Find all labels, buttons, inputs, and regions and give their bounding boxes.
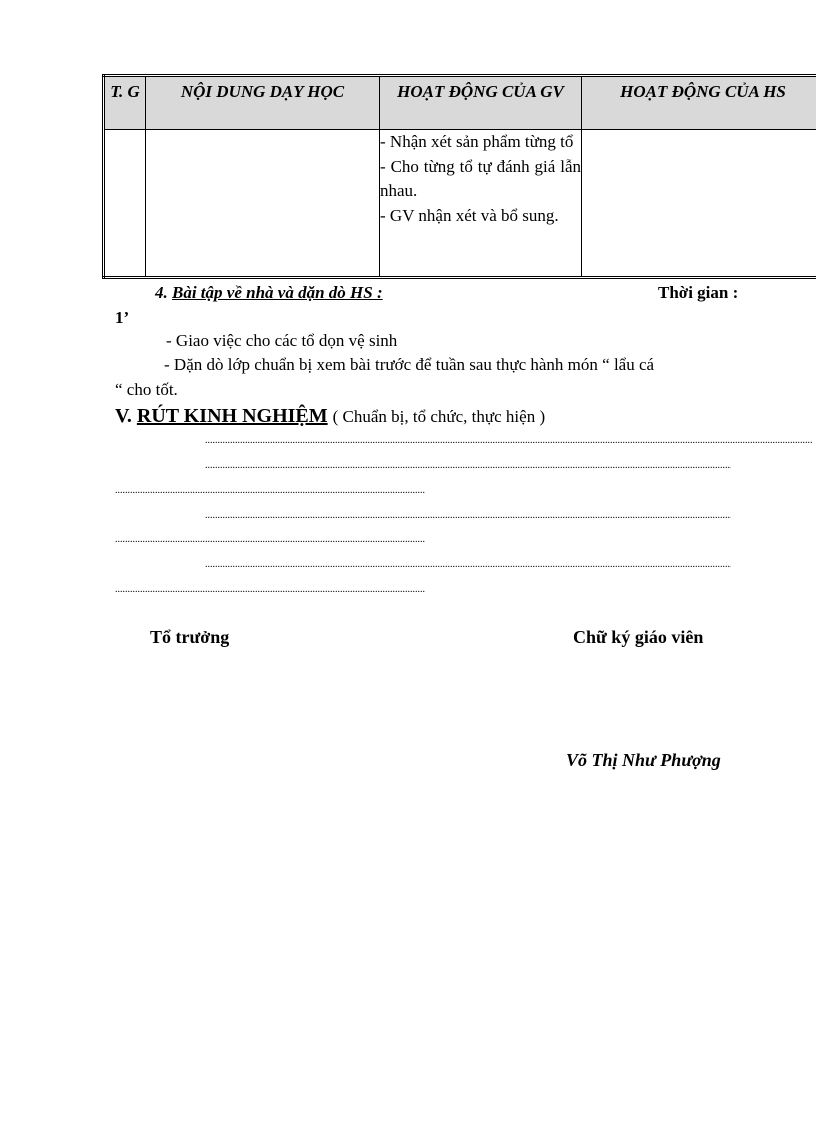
homework-item-2: - Dặn dò lớp chuẩn bị xem bài trước để tuần sau thực hành món “ lẩu cá <box>164 355 655 374</box>
gv-line: - Cho từng tổ tự đánh giá lẫn nhau. <box>380 156 581 200</box>
homework-heading: Bài tập về nhà và dặn dò HS : <box>172 283 383 302</box>
section-v-title: RÚT KINH NGHIỆM <box>136 405 328 427</box>
lesson-table <box>102 74 816 279</box>
teacher-name: Võ Thị Như Phượng <box>566 750 721 770</box>
section-v-number: V. <box>115 405 132 427</box>
cell-student-activity <box>582 130 816 278</box>
header-teacher-activity: HOẠT ĐỘNG CỦA GV <box>380 76 582 130</box>
table-row <box>104 130 816 278</box>
table-header-row <box>104 76 816 130</box>
cell-tg <box>104 130 146 278</box>
section-v-subtitle: ( Chuẩn bị, tổ chức, thực hiện ) <box>332 407 546 426</box>
cell-content <box>146 130 380 278</box>
gv-line: - Nhận xét sản phẩm từng tổ <box>380 132 574 151</box>
section-v-heading <box>115 404 545 429</box>
time-label: Thời gian : <box>658 283 739 302</box>
homework-item-1: - Giao việc cho các tổ dọn vệ sinh <box>166 331 398 350</box>
dotted-line <box>205 461 731 471</box>
dotted-line <box>205 560 731 570</box>
homework-number: 4. <box>155 283 168 302</box>
dotted-line <box>205 436 813 446</box>
header-student-activity: HOẠT ĐỘNG CỦA HS <box>582 76 816 130</box>
cell-teacher-activity <box>380 130 582 278</box>
dotted-line <box>205 511 731 521</box>
header-content: NỘI DUNG DẠY HỌC <box>146 76 380 130</box>
signature-left-label: Tổ trưởng <box>150 627 230 647</box>
gv-line: - GV nhận xét và bổ sung. <box>380 205 559 225</box>
homework-heading-block <box>155 283 383 303</box>
time-value: 1’ <box>115 308 130 327</box>
header-tg: T. G <box>104 76 146 130</box>
homework-item-2-cont: “ cho tốt. <box>115 380 178 399</box>
signature-right-label: Chữ ký giáo viên <box>573 627 704 647</box>
dotted-line <box>115 486 425 496</box>
dotted-line <box>115 535 425 545</box>
dotted-line <box>115 585 425 595</box>
